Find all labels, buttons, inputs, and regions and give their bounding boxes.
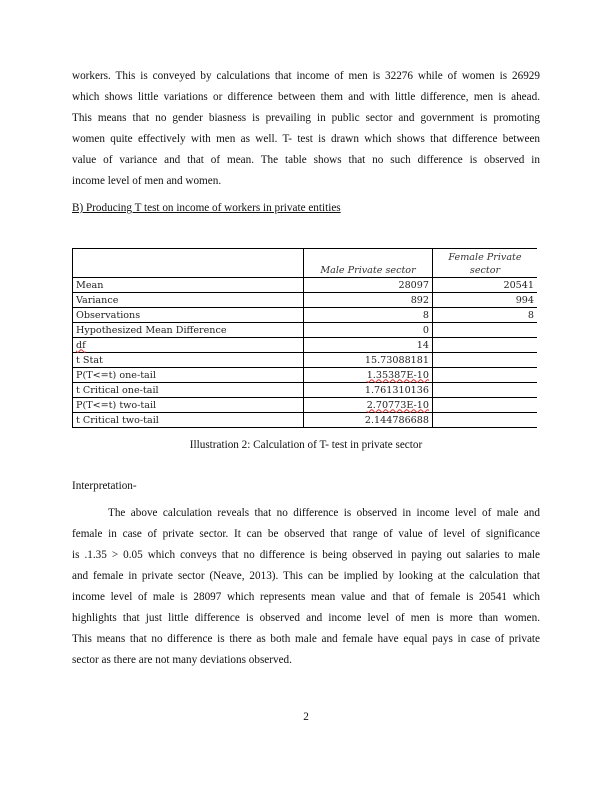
text-line: This means that no gender biasness is prevailing in public sector and government is promoting xyxy=(72,112,540,124)
cell-text: Mean xyxy=(76,279,104,291)
cell-text: 2.144786688 xyxy=(364,414,429,426)
table-row xyxy=(73,353,538,368)
row-label xyxy=(73,338,304,353)
cell-text: 0 xyxy=(422,324,429,336)
cell-text: Hypothesized Mean Difference xyxy=(76,324,227,336)
cell-text: 8 xyxy=(422,309,429,321)
page-number: 2 xyxy=(303,711,309,723)
row-label xyxy=(73,383,304,398)
section-heading: B) Producing T test on income of workers in private entities xyxy=(72,202,341,214)
value-cell xyxy=(304,323,433,338)
text-line: The above calculation reveals that no difference is observed in income level of male and xyxy=(108,507,540,519)
cell-text: Observations xyxy=(76,309,141,321)
value-cell xyxy=(304,308,433,323)
figure-caption: Illustration 2: Calculation of T- test in private sector xyxy=(189,439,423,451)
table-row xyxy=(73,293,538,308)
cell-text: 892 xyxy=(410,294,429,306)
row-label xyxy=(73,308,304,323)
value-cell xyxy=(304,398,433,413)
cell-text: 1.761310136 xyxy=(364,384,429,396)
cell-text: t Critical one-tail xyxy=(76,384,159,396)
cell-text: 20541 xyxy=(503,279,534,291)
value-cell xyxy=(433,308,538,323)
text-line: sector as there are not many deviations observed. xyxy=(72,654,292,666)
table-row xyxy=(73,413,538,428)
text-line: This means that no difference is there as both male and female have equal pays in case of private xyxy=(72,633,540,645)
row-label xyxy=(73,368,304,383)
value-cell xyxy=(433,323,538,338)
cell-text: 2.70773E-10 xyxy=(366,399,429,411)
value-cell xyxy=(433,338,538,353)
t-test-table xyxy=(72,248,537,428)
table-row xyxy=(73,278,538,293)
value-cell xyxy=(433,368,538,383)
text-line: income level of men and women. xyxy=(72,175,222,187)
cell-text: 15.73088181 xyxy=(364,354,429,366)
value-cell xyxy=(304,278,433,293)
cell-text: df xyxy=(76,339,86,351)
value-cell xyxy=(433,278,538,293)
text-line: which shows little variations or difference between them and with little difference, men is ahead. xyxy=(72,91,540,103)
header-cell: Male Private sector xyxy=(304,249,433,278)
row-label xyxy=(73,353,304,368)
value-cell xyxy=(304,413,433,428)
value-cell xyxy=(433,398,538,413)
value-cell xyxy=(433,413,538,428)
cell-text: P(T<=t) one-tail xyxy=(76,369,156,381)
cell-text: Variance xyxy=(76,294,119,306)
table-header-row xyxy=(73,249,538,278)
row-label xyxy=(73,323,304,338)
table-row xyxy=(73,398,538,413)
cell-text: t Stat xyxy=(76,354,103,366)
cell-text: 8 xyxy=(527,309,534,321)
value-cell xyxy=(304,338,433,353)
table-row xyxy=(73,368,538,383)
header-cell xyxy=(73,249,304,278)
cell-text: 14 xyxy=(416,339,429,351)
row-label xyxy=(73,278,304,293)
table-row xyxy=(73,308,538,323)
row-label xyxy=(73,413,304,428)
text-line: female in case of private sector. It can be observed that range of value of level of significance xyxy=(72,528,540,540)
value-cell xyxy=(304,353,433,368)
value-cell xyxy=(304,383,433,398)
cell-text: P(T<=t) two-tail xyxy=(76,399,157,411)
text-line: highlights that just little difference is observed and income level of men is more than women. xyxy=(72,612,540,624)
interpretation-label: Interpretation- xyxy=(72,480,137,492)
text-line: income level of male is 28097 which represents mean value and that of female is 20541 which xyxy=(72,591,540,603)
table-row xyxy=(73,323,538,338)
cell-text: 994 xyxy=(515,294,534,306)
value-cell xyxy=(433,383,538,398)
row-label xyxy=(73,398,304,413)
cell-text: t Critical two-tail xyxy=(76,414,159,426)
value-cell xyxy=(304,293,433,308)
header-cell: Female Private sector xyxy=(433,249,538,278)
value-cell xyxy=(433,293,538,308)
text-line: value of variance and that of mean. The table shows that no such difference is observed in xyxy=(72,154,540,166)
text-line: and female in private sector (Neave, 2013). This can be implied by looking at the calculation that xyxy=(72,570,540,582)
text-line: is .1.35 > 0.05 which conveys that no difference is being observed in paying out salaries to male xyxy=(72,549,540,561)
table-row xyxy=(73,383,538,398)
text-line: workers. This is conveyed by calculations that income of men is 32276 while of women is 26929 xyxy=(72,70,540,82)
row-label xyxy=(73,293,304,308)
table-row xyxy=(73,338,538,353)
text-line: women quite effectively with men as well. T- test is drawn which shows that difference between xyxy=(72,133,540,145)
cell-text: 1.35387E-10 xyxy=(366,369,429,381)
value-cell xyxy=(433,353,538,368)
cell-text: 28097 xyxy=(398,279,429,291)
value-cell xyxy=(304,368,433,383)
